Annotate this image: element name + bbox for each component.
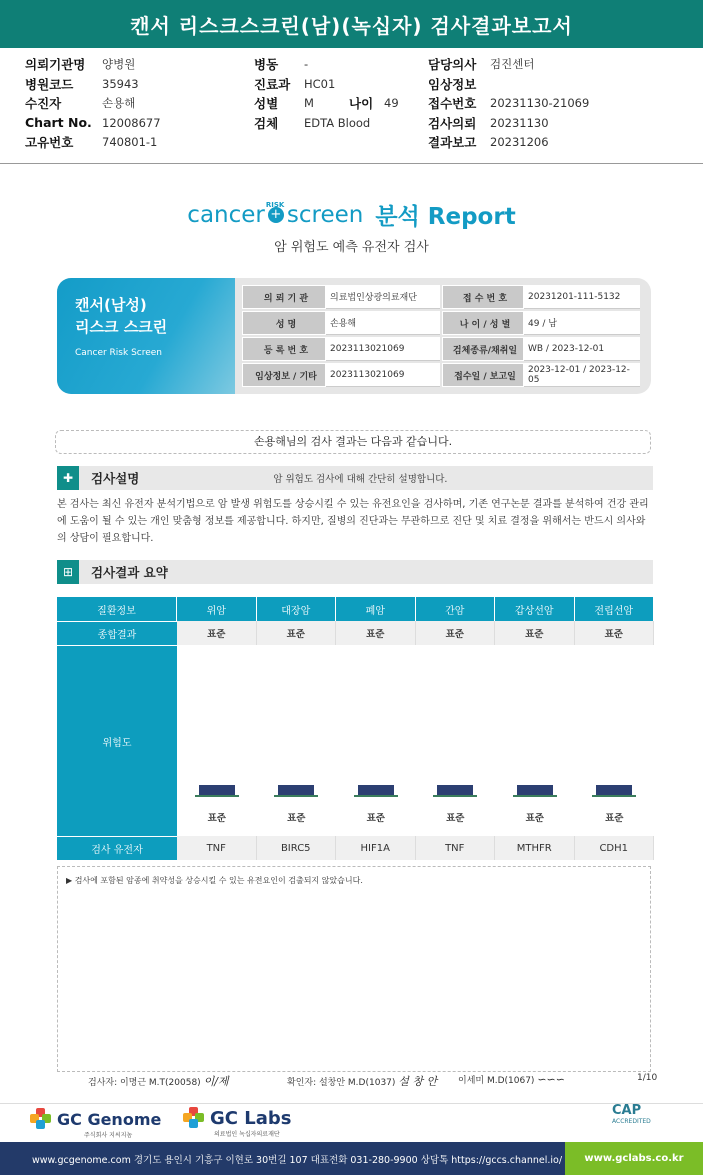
footer-bar xyxy=(0,1142,703,1175)
reviewer2-name: 이세미 M.D(1067) xyxy=(458,1076,535,1086)
info-label: 고유번호 xyxy=(25,134,74,150)
card-value: 20231201-111-5132 xyxy=(524,285,640,309)
card-value: WB / 2023-12-01 xyxy=(524,337,640,361)
tester-name: 검사자: 이명근 M.T(20058) xyxy=(88,1078,201,1088)
summary-card xyxy=(57,278,651,394)
gc-genome-text: GC Genome xyxy=(57,1109,162,1129)
cancer-screen-logo xyxy=(0,198,703,231)
info-row xyxy=(254,74,335,93)
gene-value: MTHFR xyxy=(495,836,575,860)
risk-bar xyxy=(596,785,632,795)
info-row xyxy=(254,54,308,73)
info-row xyxy=(428,54,534,73)
header-label: 질환정보 xyxy=(57,597,177,621)
info-value: 35943 xyxy=(102,76,139,91)
card-label: 접수일 / 보고일 xyxy=(442,363,524,387)
info-label: 검사의뢰 xyxy=(428,115,477,131)
section-description-header xyxy=(57,466,653,490)
info-row xyxy=(25,54,135,73)
result-notice: 손용해님의 검사 결과는 다음과 같습니다. xyxy=(55,430,651,454)
info-row xyxy=(428,113,549,132)
patient-info xyxy=(0,52,703,164)
stethoscope-icon: ✚ xyxy=(57,466,79,490)
disease-header: 전립선암 xyxy=(575,597,655,621)
info-label: 결과보고 xyxy=(428,134,477,150)
gc-labs-text: GC Labs xyxy=(210,1107,292,1129)
medical-kit-icon: ⊞ xyxy=(57,560,79,584)
risk-label: 위험도 xyxy=(57,645,177,836)
footer-site: www.gclabs.co.kr xyxy=(565,1142,703,1175)
risk-value: 표준 xyxy=(525,813,544,824)
cap-text: CAP xyxy=(612,1103,642,1118)
summary-value: 표준 xyxy=(177,621,257,645)
card-value: 손용해 xyxy=(326,311,440,335)
gene-value: TNF xyxy=(177,836,257,860)
disease-header: 위암 xyxy=(177,597,257,621)
reviewer-name: 확인자: 설창안 M.D(1037) xyxy=(287,1078,396,1088)
card-label: 성 명 xyxy=(242,311,326,335)
info-value: 20231206 xyxy=(490,134,549,149)
info-value: 검진센터 xyxy=(490,56,535,71)
card-label: 임상정보 / 기타 xyxy=(242,363,326,387)
info-value: EDTA Blood xyxy=(304,115,371,130)
info-row xyxy=(428,132,549,151)
risk-bar-baseline xyxy=(354,795,398,797)
card-value: 의료법인상광의료재단 xyxy=(326,285,440,309)
info-value: 740801-1 xyxy=(102,134,158,149)
card-value: 2023-12-01 / 2023-12-05 xyxy=(524,363,640,387)
card-label: 접 수 번 호 xyxy=(442,285,524,309)
info-value: 12008677 xyxy=(102,115,161,130)
risk-bar xyxy=(278,785,314,795)
info-row xyxy=(254,113,370,132)
info-row xyxy=(25,113,161,132)
disease-header: 폐암 xyxy=(336,597,416,621)
disease-header: 대장암 xyxy=(257,597,337,621)
section-desc: 암 위험도 검사에 대해 간단히 설명합니다. xyxy=(273,474,448,485)
gene-value: CDH1 xyxy=(575,836,655,860)
disease-header: 갑상선암 xyxy=(495,597,575,621)
gene-value: HIF1A xyxy=(336,836,416,860)
risk-bar-baseline xyxy=(433,795,477,797)
risk-bar xyxy=(437,785,473,795)
risk-value: 표준 xyxy=(605,813,624,824)
report-subtitle: 암 위험도 예측 유전자 검사 xyxy=(274,240,429,255)
tester-signature: 이/제 xyxy=(203,1075,229,1088)
risk-bar xyxy=(517,785,553,795)
info-value: 손용해 xyxy=(102,95,136,110)
summary-value: 표준 xyxy=(495,621,575,645)
summary-label: 종합결과 xyxy=(57,621,177,645)
card-label: 나 이 / 성 별 xyxy=(442,311,524,335)
signature-reviewer xyxy=(287,1073,437,1089)
cap-accredited-logo xyxy=(612,1103,651,1125)
description-paragraph: 본 검사는 최신 유전자 분석기법으로 암 발생 위험도를 상승시킬 수 있는 유전요인을 검사하며, 기존 연구논문 결과를 분석하여 건강 관리에 도움이 될 수 있는 개인 맞춤형 정보를 제공합니다. 하지만, 질병의 진단과는 무관하므로 진단 및 치료 결정을 위해서는 반드시 의사와의 상담이 필요합니다. xyxy=(57,499,649,544)
summary-value: 표준 xyxy=(575,621,655,645)
card-value: 2023113021069 xyxy=(326,363,440,387)
gene-value: BIRC5 xyxy=(257,836,337,860)
gc-cross-icon xyxy=(30,1108,52,1130)
age-value: 49 xyxy=(384,95,399,110)
info-row xyxy=(428,74,490,93)
risk-value: 표준 xyxy=(446,813,465,824)
gc-genome-logo xyxy=(30,1108,161,1130)
info-label: 임상정보 xyxy=(428,76,477,92)
risk-chart-area xyxy=(177,645,654,836)
footer-address: www.gcgenome.com 경기도 용인시 기흥구 이현로 30번길 107 대표전화 031-280-9900 상담톡 https://gccs.channel.io/ xyxy=(32,1154,563,1166)
gene-label: 검사 유전자 xyxy=(57,836,177,860)
risk-bar-baseline xyxy=(195,795,239,797)
card-title-en: Cancer Risk Screen xyxy=(75,348,163,358)
info-value: - xyxy=(304,56,309,71)
card-value: 49 / 남 xyxy=(524,311,640,335)
reviewer-signature: 설 창 안 xyxy=(398,1075,438,1088)
page-number: 1/10 xyxy=(637,1073,658,1083)
info-value: M xyxy=(304,95,314,110)
info-row xyxy=(25,74,139,93)
info-label: 진료과 xyxy=(254,76,291,92)
gc-labs-logo xyxy=(183,1107,291,1129)
info-value: 20231130-21069 xyxy=(490,95,590,110)
age-label: 나이 xyxy=(349,95,374,111)
info-label: 검체 xyxy=(254,115,279,131)
gene-value: TNF xyxy=(416,836,496,860)
risk-bar-baseline xyxy=(274,795,318,797)
summary-value: 표준 xyxy=(416,621,496,645)
section-title: 검사설명 xyxy=(91,471,140,486)
risk-value: 표준 xyxy=(287,813,306,824)
footer-logos xyxy=(0,1103,703,1141)
risk-bar-baseline xyxy=(513,795,557,797)
card-label: 검체종류/채취일 xyxy=(442,337,524,361)
section-summary-header xyxy=(57,560,653,584)
info-value: 양병원 xyxy=(102,56,136,71)
gc-cross-icon xyxy=(183,1107,205,1129)
info-row xyxy=(254,93,399,112)
summary-value: 표준 xyxy=(257,621,337,645)
disease-header: 간암 xyxy=(416,597,496,621)
info-label: 수진자 xyxy=(25,95,62,111)
logo-screen: screen xyxy=(286,201,364,228)
cap-sub: ACCREDITED xyxy=(612,1118,651,1125)
info-row xyxy=(428,93,589,112)
card-label: 등 록 번 호 xyxy=(242,337,326,361)
logo-report: 분석 Report xyxy=(375,204,516,230)
info-row xyxy=(25,132,157,151)
info-value: 20231130 xyxy=(490,115,549,130)
logo-risk: RISK xyxy=(265,200,285,209)
info-label: 병동 xyxy=(254,56,279,72)
card-title-1: 캔서(남성) xyxy=(75,296,147,314)
gc-labs-sub: 의료법인 녹십자의료재단 xyxy=(214,1131,280,1138)
info-label: 담당의사 xyxy=(428,56,477,72)
section-title: 검사결과 요약 xyxy=(91,565,168,580)
card-banner xyxy=(57,278,235,394)
info-row xyxy=(25,93,135,112)
card-value: 2023113021069 xyxy=(326,337,440,361)
card-label: 의 뢰 기 관 xyxy=(242,285,326,309)
plus-icon: + RISK xyxy=(268,207,284,223)
info-label: 접수번호 xyxy=(428,95,477,111)
report-title: 캔서 리스크스크린(남)(녹십자) 검사결과보고서 xyxy=(0,0,703,48)
summary-value: 표준 xyxy=(336,621,416,645)
card-title-2: 리스크 스크린 xyxy=(75,318,168,336)
logo-cancer: cancer xyxy=(187,201,265,228)
risk-value: 표준 xyxy=(207,813,226,824)
risk-bar xyxy=(358,785,394,795)
info-label: 의뢰기관명 xyxy=(25,56,86,72)
signature-tester xyxy=(88,1073,229,1089)
result-comment: ▶ 검사에 포함된 암종에 취약성을 상승시킬 수 있는 유전요인이 검출되지 않았습니다. xyxy=(57,866,651,1072)
info-value: HC01 xyxy=(304,76,336,91)
info-label: 성별 xyxy=(254,95,279,111)
risk-value: 표준 xyxy=(366,813,385,824)
risk-bar-baseline xyxy=(592,795,636,797)
signature-reviewer-2 xyxy=(458,1073,565,1086)
risk-bar xyxy=(199,785,235,795)
info-label: 병원코드 xyxy=(25,76,74,92)
reviewer2-signature: ∽∽∽ xyxy=(537,1073,565,1086)
info-label: Chart No. xyxy=(25,115,92,130)
gc-genome-sub: 주식회사 지씨지놈 xyxy=(84,1132,133,1139)
